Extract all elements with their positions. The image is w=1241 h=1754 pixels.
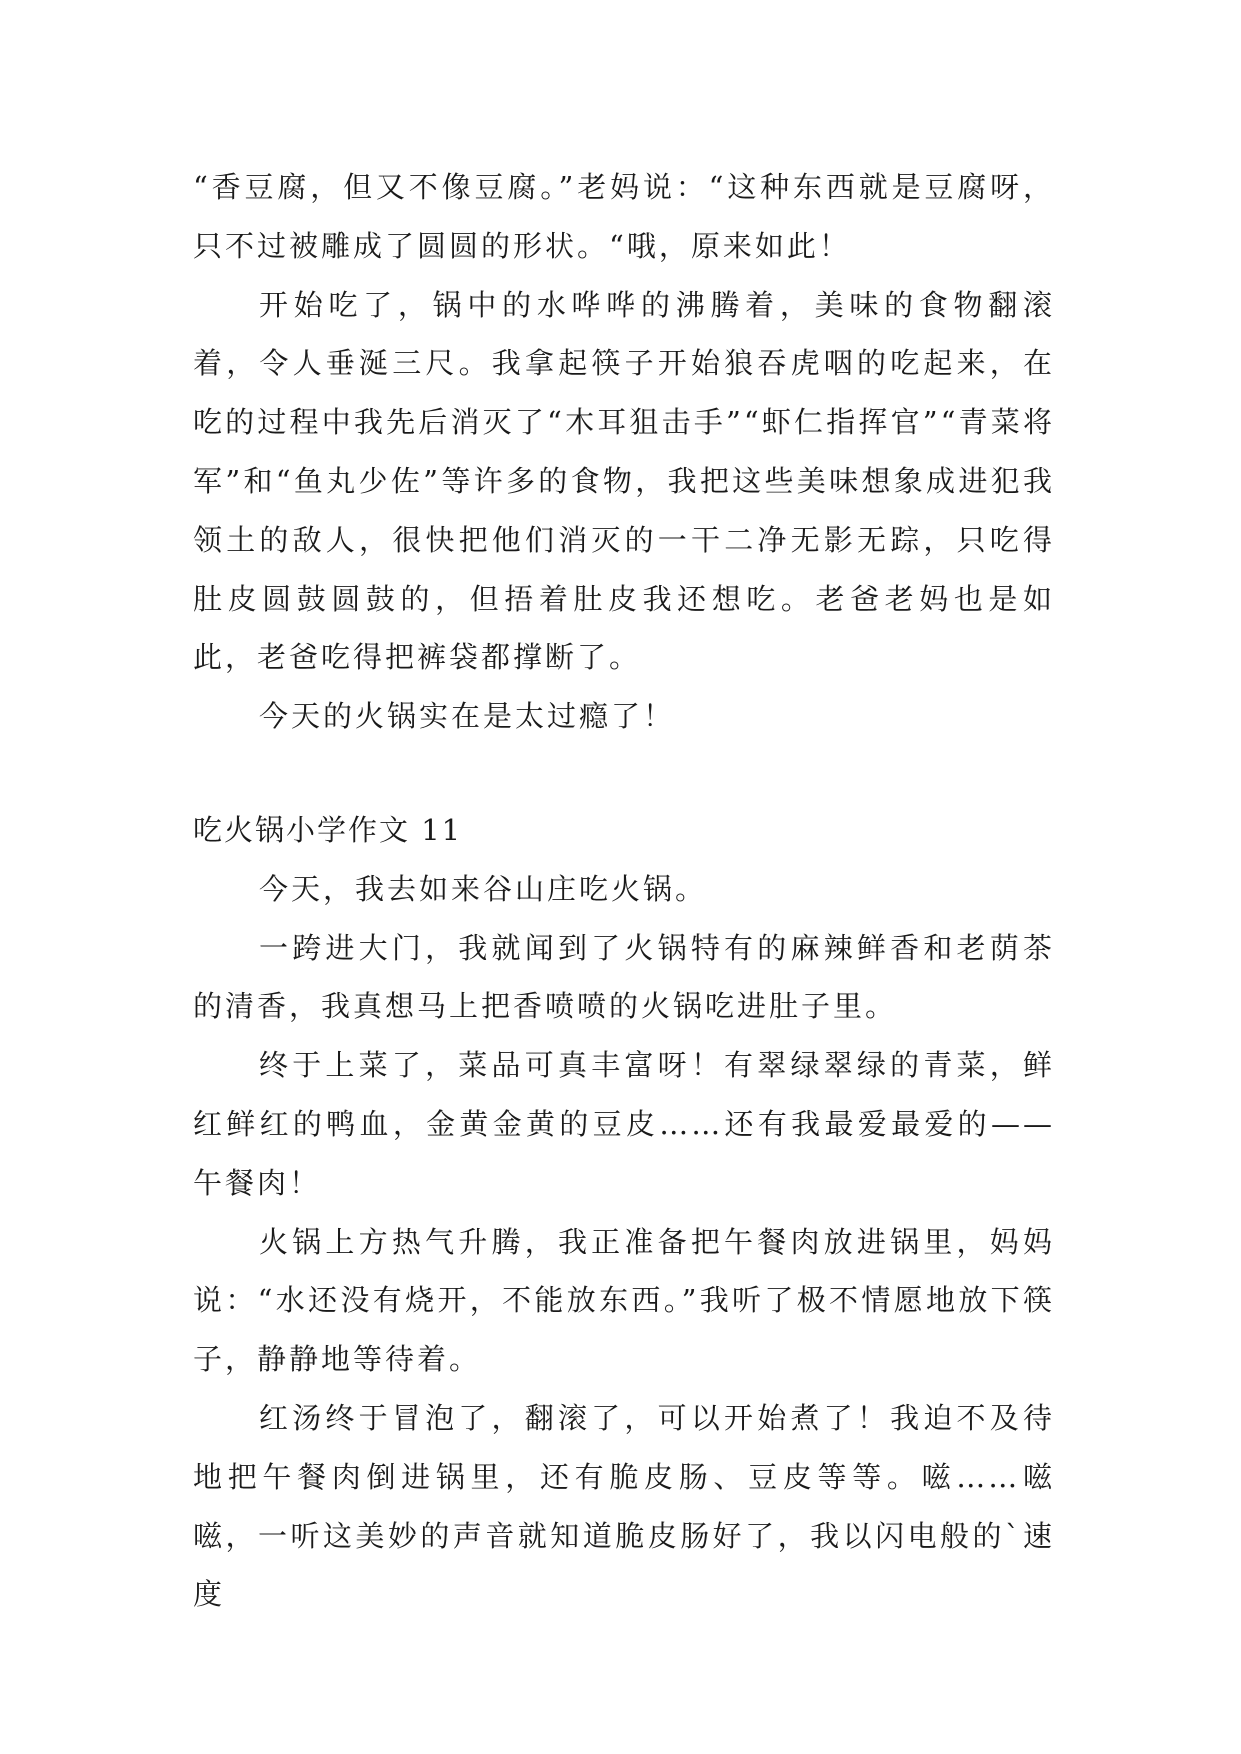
paragraph: 今天，我去如来谷山庄吃火锅。	[259, 871, 708, 906]
paragraph: 开始吃了，锅中的水哗哗的沸腾着，美味的食物翻滚着，令人垂涎三尺。我拿起筷子开始狼吞虎咽的吃起来，在吃的过程中我先后消灭了“木耳狙击手”“虾仁指挥官”“青菜将军”和“鱼丸少佐”等许多的食物，我把这些美味想象成进犯我领土的敌人，很快把他们消灭的一干二净无影无踪，只吃得肚皮圆鼓圆鼓的，但捂着肚皮我还想吃。老爸老妈也是如此，老爸吃得把裤袋都撑断了。	[193, 287, 1055, 675]
paragraph: 红汤终于冒泡了，翻滚了，可以开始煮了！我迫不及待地把午餐肉倒进锅里，还有脆皮肠、豆皮等等。嗞……嗞嗞，一听这美妙的声音就知道脆皮肠好了，我以闪电般的`速度	[193, 1400, 1055, 1612]
section-title: 吃火锅小学作文 11	[193, 812, 463, 847]
paragraph: 火锅上方热气升腾，我正准备把午餐肉放进锅里，妈妈说：“水还没有烧开，不能放东西。”我听了极不情愿地放下筷子，静静地等待着。	[193, 1224, 1055, 1377]
section-spacer	[193, 746, 1055, 801]
document-page	[193, 158, 1055, 1624]
paragraph: “香豆腐，但又不像豆腐。”老妈说：“这种东西就是豆腐呀，只不过被雕成了圆圆的形状。“哦，原来如此！	[193, 170, 1055, 263]
paragraph: 今天的火锅实在是太过瘾了！	[259, 699, 676, 734]
paragraph: 终于上菜了，菜品可真丰富呀！有翠绿翠绿的青菜，鲜红鲜红的鸭血，金黄金黄的豆皮……还有我最爱最爱的——午餐肉！	[193, 1048, 1055, 1200]
paragraph: 一跨进大门，我就闻到了火锅特有的麻辣鲜香和老荫茶的清香，我真想马上把香喷喷的火锅吃进肚子里。	[193, 930, 1055, 1024]
